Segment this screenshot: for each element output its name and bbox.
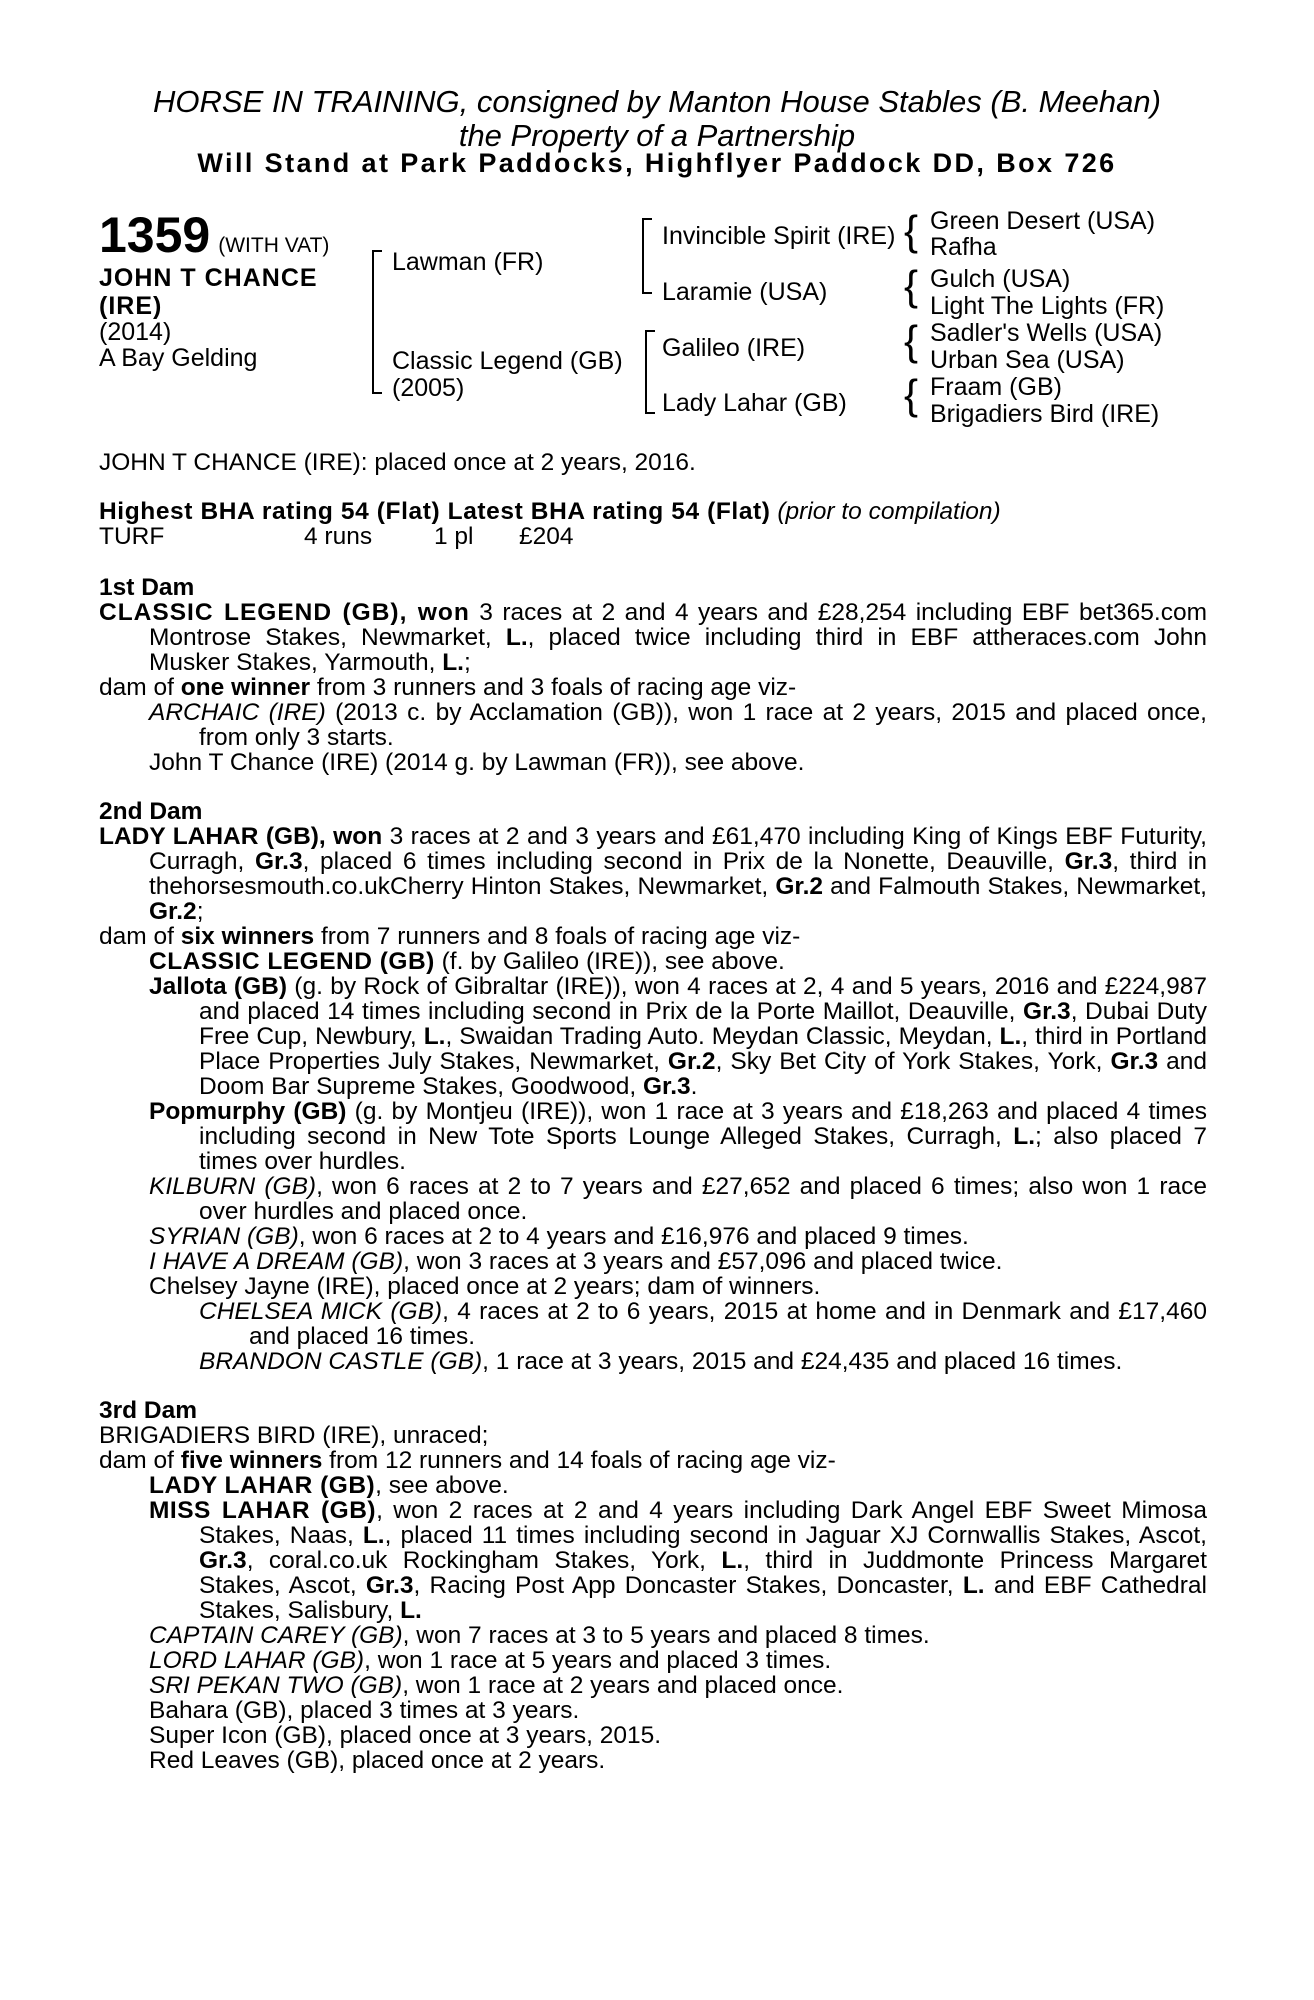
third-dam-produce-2-name: MISS LAHAR (GB) [149,1497,377,1524]
race-runs: 4 runs [304,523,373,550]
second-dam-produce-6-name: I HAVE A DREAM (GB) [149,1248,404,1275]
catalogue-body [99,450,1207,1773]
race-surface: TURF [99,523,165,550]
lot-vat: (WITH VAT) [218,234,330,257]
second-dam-produce-3-name: Popmurphy (GB) [149,1098,347,1125]
second-dam-produce-3 [99,1099,1207,1174]
horse-name: JOHN T CHANCE (IRE) [99,264,318,320]
second-dam-text: 3 races at 2 and 3 years and £61,470 including King of Kings EBF Futurity, Curragh, [149,823,1207,875]
second-dam-produce-8-name: CHELSEA MICK (GB) [199,1298,443,1325]
third-dam-produce-7: Super Icon (GB), placed once at 3 years, 2015. [149,1722,662,1749]
pedigree-sire: Lawman (FR) [392,248,544,276]
second-dam-produce-4-text: , won 6 races at 2 to 7 years and £27,652 and placed 6 times; also won 1 race over hurdles and placed once. [199,1173,1207,1225]
rating-line [99,499,1207,524]
second-dam-produce-2 [99,974,1207,1099]
second-dam-grade-4: Gr.2 [149,898,197,925]
third-dam-produce-4-text: , won 1 race at 5 years and placed 3 times. [364,1647,832,1674]
second-dam-produce-2-text-2: , Dubai Duty Free Cup, Newbury, [199,998,1207,1050]
third-dam-produce-3-name: CAPTAIN CAREY (GB) [149,1622,403,1649]
third-dam-produce-5-text: , won 1 race at 2 years and placed once. [402,1672,844,1699]
race-earnings: £204 [519,523,574,550]
first-dam-title: 1st Dam [99,574,195,601]
second-dam-text-2: , placed 6 times including second in Prix de la Nonette, Deauville, [302,848,1065,875]
third-dam-produce-1 [99,1473,1207,1498]
second-dam-produce-2-text-5: , Sky Bet City of York Stakes, York, [715,1048,1111,1075]
third-dam-produce-line [99,1448,1207,1473]
pedigree-ssd: Rafha [930,233,997,261]
third-dam-produce-2-grade-3: L. [721,1547,744,1574]
first-dam-name: CLASSIC LEGEND (GB), won [99,599,470,626]
third-dam-produce-5-name: SRI PEKAN TWO (GB) [149,1672,403,1699]
pedigree-dam-year: (2005) [392,374,465,402]
pedigree-dd: Lady Lahar (GB) [662,389,847,417]
second-dam-damof-a: dam of [99,923,181,950]
third-dam-produce-6: Bahara (GB), placed 3 times at 3 years. [149,1697,580,1724]
second-dam-produce-2-text-3: , Swaidan Trading Auto. Meydan Classic, Meydan, [445,1023,1000,1050]
pedigree-brace-4d: { [904,371,919,418]
header-line-1: HORSE IN TRAINING, consigned by Manton House Stables (B. Meehan) [153,84,1161,119]
second-dam-produce-5 [99,1224,1207,1249]
second-dam-produce-2-name: Jallota (GB) [149,973,287,1000]
second-dam-produce-5-name: SYRIAN (GB) [149,1223,299,1250]
first-dam-produce-1-name: ARCHAIC (IRE) [149,699,326,726]
rating-text: Highest BHA rating 54 (Flat) Latest BHA rating 54 (Flat) [99,498,771,525]
pedigree-ds: Galileo (IRE) [662,334,806,362]
first-dam-damof-a: dam of [99,674,181,701]
second-dam-damof-b: six winners [180,923,315,950]
third-dam-title: 3rd Dam [99,1397,198,1424]
pedigree-brace-dam [645,330,655,414]
second-dam-produce-2-text-7: . [690,1073,698,1100]
second-dam-produce-1-text: (f. by Galileo (IRE)), see above. [434,948,785,975]
second-dam-grade-2: Gr.3 [1064,848,1113,875]
third-dam-produce-3 [99,1623,1207,1648]
lot-number: 1359 [99,207,211,263]
pedigree-sds: Gulch (USA) [930,265,1071,293]
first-dam-record [99,600,1207,675]
second-dam-grade-1: Gr.3 [254,848,303,875]
second-dam-produce-3-grade-1: L. [1013,1123,1036,1150]
third-dam-produce-5 [99,1673,1207,1698]
second-dam-produce-3-text: (g. by Montjeu (IRE)), won 1 race at 3 years and £18,263 and placed 4 times including second in New Tote Sports Lounge Alleged Stakes, Curragh, [199,1098,1207,1150]
second-dam-produce-2-grade-4: Gr.2 [667,1048,716,1075]
race-placed: 1 pl [434,523,474,550]
horse-year: (2014) [99,318,172,346]
pedigree-ss: Invincible Spirit (IRE) [662,222,896,250]
second-dam-produce-2-text-4: , third in Portland Place Properties July Stakes, Newmarket, [199,1023,1207,1075]
second-dam-produce-4 [99,1174,1207,1224]
pedigree-sss: Green Desert (USA) [930,207,1156,235]
pedigree-sdd: Light The Lights (FR) [930,292,1165,320]
second-dam-text-4: and Falmouth Stakes, Newmarket, [823,873,1207,900]
second-dam-produce-8 [99,1299,1207,1349]
second-dam-damof-c: from 7 runners and 8 foals of racing age viz- [314,923,801,950]
first-dam-produce-1 [99,700,1207,750]
second-dam-produce-2-text-6: and Doom Bar Supreme Stakes, Goodwood, [199,1048,1208,1100]
second-dam-produce-2-grade-6: Gr.3 [642,1073,691,1100]
third-dam-damof-c: from 12 runners and 14 foals of racing age viz- [322,1447,836,1474]
third-dam-produce-2-text-6: and EBF Cathedral Stakes, Salisbury, [199,1572,1207,1624]
third-dam-produce-2-grade-5: L. [962,1572,985,1599]
pedigree-dsd: Urban Sea (USA) [930,346,1125,374]
second-dam-produce-5-text: , won 6 races at 2 to 4 years and £16,976 and placed 9 times. [298,1223,969,1250]
second-dam-produce-8-text: , 4 races at 2 to 6 years, 2015 at home and in Denmark and £17,460 and placed 16 times. [249,1298,1207,1350]
first-dam-grade-2: L. [442,649,464,676]
first-dam-produce-1-text: (2013 c. by Acclamation (GB)), won 1 race at 2 years, 2015 and placed once, from only 3 starts. [199,699,1207,751]
header-line-2: the Property of a Partnership [458,118,856,153]
pedigree-dss: Sadler's Wells (USA) [930,319,1163,347]
pedigree-sd: Laramie (USA) [662,278,828,306]
third-dam-produce-2-text-5: , Racing Post App Doncaster Stakes, Doncaster, [413,1572,963,1599]
summary-line: JOHN T CHANCE (IRE): placed once at 2 years, 2016. [99,449,696,476]
second-dam-produce-9-text: , 1 race at 3 years, 2015 and £24,435 and placed 16 times. [482,1348,1123,1375]
third-dam-produce-2-text: , won 2 races at 2 and 4 years including Dark Angel EBF Sweet Mimosa Stakes, Naas, [199,1497,1207,1549]
pedigree-ddd: Brigadiers Bird (IRE) [930,400,1160,428]
second-dam-text-3: , third in thehorsesmouth.co.ukCherry Hinton Stakes, Newmarket, [149,848,1207,900]
pedigree-brace-4b: { [904,262,919,309]
second-dam-produce-9 [99,1349,1207,1374]
second-dam-name: LADY LAHAR (GB), won [99,823,383,850]
third-dam-damof-b: five winners [180,1447,323,1474]
third-dam-produce-2-text-3: , coral.co.uk Rockingham Stakes, York, [246,1547,722,1574]
third-dam-produce-2-grade-6: L. [400,1597,422,1624]
second-dam-produce-4-name: KILBURN (GB) [149,1173,317,1200]
rating-note: (prior to compilation) [777,498,1001,525]
first-dam-text-2: , placed twice including third in EBF attheraces.com John Musker Stakes, Yarmouth, [149,624,1208,676]
second-dam-produce-9-name: BRANDON CASTLE (GB) [199,1348,483,1375]
second-dam-title: 2nd Dam [99,798,203,825]
first-dam-damof-c: from 3 runners and 3 foals of racing age viz- [310,674,797,701]
third-dam-produce-2-text-4: , third in Juddmonte Princess Margaret Stakes, Ascot, [199,1547,1207,1599]
second-dam-produce-6-text: , won 3 races at 3 years and £57,096 and placed twice. [403,1248,1003,1275]
third-dam-produce-4 [99,1648,1207,1673]
race-record [99,524,1207,549]
pedigree-brace-main [372,250,382,394]
pedigree-dds: Fraam (GB) [930,373,1062,401]
first-dam-text-3: ; [464,649,471,676]
second-dam-grade-3: Gr.2 [775,873,824,900]
first-dam-produce-2: John T Chance (IRE) (2014 g. by Lawman (FR)), see above. [149,749,805,776]
third-dam-produce-2-grade-4: Gr.3 [365,1572,414,1599]
second-dam-produce-line [99,924,1207,949]
pedigree-brace-sire [642,218,652,294]
second-dam-produce-2-text: (g. by Rock of Gibraltar (IRE)), won 4 races at 2, 4 and 5 years, 2016 and £224,987 and placed 14 times including second in Prix de la Porte Maillot, Deauville, [199,973,1207,1025]
pedigree-brace-4a: { [904,207,919,254]
third-dam-produce-2 [99,1498,1207,1623]
second-dam-produce-2-grade-1: Gr.3 [1023,998,1071,1025]
horse-description: A Bay Gelding [99,344,258,372]
header-line-3: Will Stand at Park Paddocks, Highflyer Paddock DD, Box 726 [197,148,1117,178]
third-dam-produce-1-name: LADY LAHAR (GB) [149,1472,376,1499]
third-dam-produce-2-text-2: , placed 11 times including second in Jaguar XJ Cornwallis Stakes, Ascot, [384,1522,1207,1549]
lot-number-block [99,206,329,264]
first-dam-damof-b: one winner [180,674,311,701]
third-dam-produce-8: Red Leaves (GB), placed once at 2 years. [149,1747,606,1774]
second-dam-produce-6 [99,1249,1207,1274]
second-dam-record [99,824,1207,924]
third-dam-produce-4-name: LORD LAHAR (GB) [149,1647,365,1674]
second-dam-produce-1 [99,949,1207,974]
third-dam-produce-2-grade-2: Gr.3 [199,1547,247,1574]
first-dam-text: 3 races at 2 and 4 years and £28,254 including EBF bet365.com Montrose Stakes, Newmarket, [149,599,1207,651]
first-dam-produce-line [99,675,1207,700]
third-dam-produce-1-text: , see above. [375,1472,509,1499]
second-dam-produce-1-name: CLASSIC LEGEND (GB) [149,948,435,975]
third-dam-produce-2-grade-1: L. [362,1522,385,1549]
third-dam-damof-a: dam of [99,1447,181,1474]
second-dam-produce-2-grade-3: L. [999,1023,1022,1050]
second-dam-text-5: ; [196,898,204,925]
pedigree-brace-4c: { [904,317,919,364]
second-dam-produce-2-grade-5: Gr.3 [1110,1048,1159,1075]
second-dam-produce-3-text-2: ; also placed 7 times over hurdles. [199,1123,1207,1175]
third-dam-record: BRIGADIERS BIRD (IRE), unraced; [99,1422,489,1449]
third-dam-produce-3-text: , won 7 races at 3 to 5 years and placed 8 times. [402,1622,930,1649]
first-dam-grade-1: L. [505,624,528,651]
pedigree-dam: Classic Legend (GB) [392,347,623,375]
second-dam-produce-7: Chelsey Jayne (IRE), placed once at 2 years; dam of winners. [149,1273,821,1300]
second-dam-produce-2-grade-2: L. [423,1023,446,1050]
